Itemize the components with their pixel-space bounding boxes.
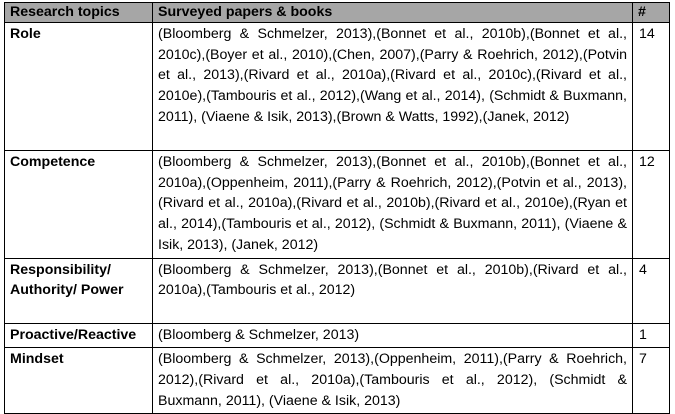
table-row <box>5 258 670 323</box>
header-research-topics: Research topics <box>5 3 153 23</box>
count-cell: 1 <box>633 323 670 348</box>
header-surveyed-papers: Surveyed papers & books <box>153 3 633 23</box>
count-cell: 4 <box>633 258 670 323</box>
papers-cell: (Bloomberg & Schmelzer, 2013),(Bonnet et al., 2010b),(Rivard et al., 2010a),(Tambouris et al., 2012) <box>153 258 633 323</box>
topic-cell: Role <box>5 23 153 151</box>
table-row <box>5 348 670 414</box>
topic-cell: Responsibility/ Authority/ Power <box>5 258 153 323</box>
topic-cell: Competence <box>5 151 153 259</box>
papers-cell: (Bloomberg & Schmelzer, 2013),(Bonnet et al., 2010b),(Bonnet et al., 2010c),(Boyer et al., 2010),(Chen, 2007),(Parry & Roehrich, 2012),(Potvin et al., 2013),(Rivard et al., 2010a),(Rivard et al., 2010c),(Rivard et al., 2010e),(Tambouris et al., 2012),(Wang et al., 2014), (Schmidt & Buxmann, 2011), (Viaene & Isik, 2013),(Brown & Watts, 1992),(Janek, 2012) <box>153 23 633 151</box>
count-cell: 12 <box>633 151 670 259</box>
table-row <box>5 323 670 348</box>
table-row <box>5 151 670 259</box>
count-cell: 7 <box>633 348 670 414</box>
papers-cell: (Bloomberg & Schmelzer, 2013),(Oppenheim, 2011),(Parry & Roehrich, 2012),(Rivard et al., 2010a),(Tambouris et al., 2012), (Schmidt & Buxmann, 2011), (Viaene & Isik, 2013) <box>153 348 633 414</box>
count-cell: 14 <box>633 23 670 151</box>
papers-cell: (Bloomberg & Schmelzer, 2013) <box>153 323 633 348</box>
header-row <box>5 3 670 23</box>
topic-cell: Proactive/Reactive <box>5 323 153 348</box>
table-row <box>5 23 670 151</box>
header-count: # <box>633 3 670 23</box>
research-topics-table <box>4 2 670 414</box>
papers-cell: (Bloomberg & Schmelzer, 2013),(Bonnet et al., 2010b),(Bonnet et al., 2010a),(Oppenheim, 2011),(Parry & Roehrich, 2012),(Potvin et al., 2013),(Rivard et al., 2010a),(Rivard et al., 2010b),(Rivard et al., 2010e),(Ryan et al., 2014),(Tambouris et al., 2012), (Schmidt & Buxmann, 2011), (Viaene & Isik, 2013), (Janek, 2012) <box>153 151 633 259</box>
topic-cell: Mindset <box>5 348 153 414</box>
